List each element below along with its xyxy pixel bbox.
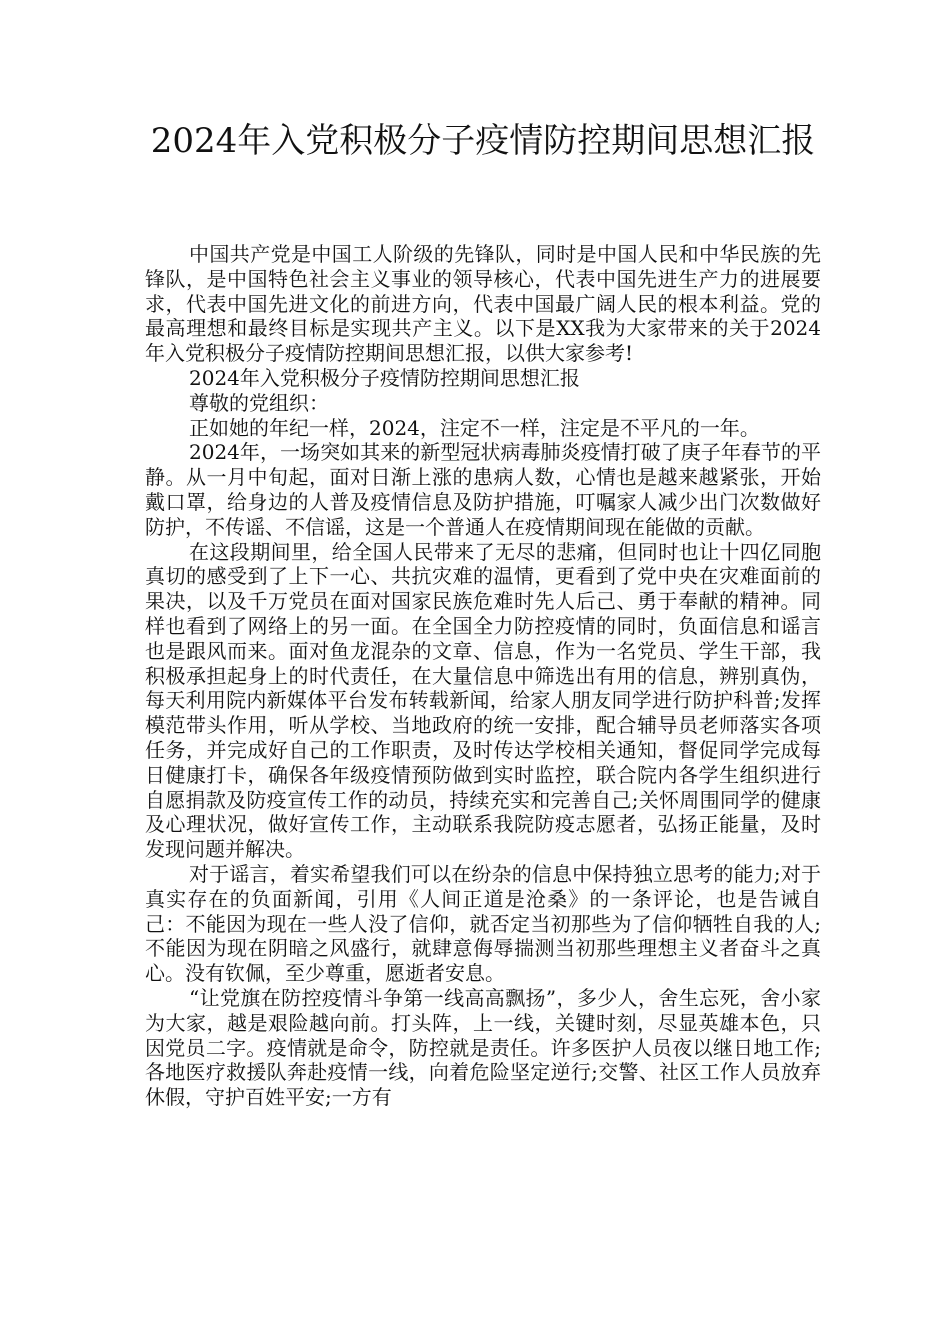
paragraph-rumors: 对于谣言，着实希望我们可以在纷杂的信息中保持独立思考的能力;对于真实存在的负面新闻，引用《人间正道是沧桑》的一条评论，也是告诫自己：不能因为现在一些人没了信仰，就否定当初那些为了信仰牺牲自我的人;不能因为现在阴暗之风盛行，就肆意侮辱揣测当初那些理想主义者奋斗之真心。没有钦佩，至少尊重，愿逝者安息。	[145, 861, 821, 986]
paragraph-salutation: 尊敬的党组织：	[189, 390, 329, 415]
title-block	[145, 118, 821, 230]
paragraph-subtitle: 2024年入党积极分子疫情防控期间思想汇报	[189, 365, 580, 390]
document-body	[145, 242, 821, 1110]
paragraph-intro: 中国共产党是中国工人阶级的先锋队，同时是中国人民和中华民族的先锋队，是中国特色社会主义事业的领导核心，代表中国先进生产力的进展要求，代表中国先进文化的前进方向，代表中国最广阔人民的根本利益。党的最高理想和最终目标是实现共产主义。以下是XX我为大家带来的关于2024年入党积极分子疫情防控期间思想汇报，以供大家参考!	[145, 242, 821, 366]
paragraph-party-flag: “让党旗在防控疫情斗争第一线高高飘扬”，多少人，舍生忘死，舍小家为大家，越是艰险越向前。打头阵，上一线，关键时刻，尽显英雄本色，只因党员二字。疫情就是命令，防控就是责任。许多医护人员夜以继日地工作;各地医疗救援队奔赴疫情一线，向着危险坚定逆行;交警、社区工作人员放弃休假，守护百姓平安;一方有	[145, 985, 821, 1110]
paragraph-responsibility: 在这段期间里，给全国人民带来了无尽的悲痛，但同时也让十四亿同胞真切的感受到了上下一心、共抗灾难的温情，更看到了党中央在灾难面前的果决，以及千万党员在面对国家民族危难时先人后己、勇于奉献的精神。同样也看到了网络上的另一面。在全国全力防控疫情的同时，负面信息和谣言也是跟风而来。面对鱼龙混杂的文章、信息，作为一名党员、学生干部，我积极承担起身上的时代责任，在大量信息中筛选出有用的信息，辨别真伪，每天利用院内新媒体平台发布转载新闻，给家人朋友同学进行防护科普;发挥模范带头作用，听从学校、当地政府的统一安排，配合辅导员老师落实各项任务，并完成好自己的工作职责，及时传达学校相关通知，督促同学完成每日健康打卡，确保各年级疫情预防做到实时监控，联合院内各学生组织进行自愿捐款及防疫宣传工作的动员，持续充实和完善自己;关怀周围同学的健康及心理状况，做好宣传工作，主动联系我院防疫志愿者，弘扬正能量，及时发现问题并解决。	[145, 539, 821, 862]
document-title: 2024年入党积极分子疫情防控期间思想汇报	[150, 121, 816, 161]
paragraph-opening: 正如她的年纪一样，2024，注定不一样，注定是不平凡的一年。	[189, 415, 760, 440]
paragraph-epidemic-start: 2024年，一场突如其来的新型冠状病毒肺炎疫情打破了庚子年春节的平静。从一月中旬起，面对日渐上涨的患病人数，心情也是越来越紧张，开始戴口罩，给身边的人普及疫情信息及防护措施，叮嘱家人减少出门次数做好防护，不传谣、不信谣，这是一个普通人在疫情期间现在能做的贡献。	[145, 440, 821, 539]
document-page	[145, 118, 821, 1110]
